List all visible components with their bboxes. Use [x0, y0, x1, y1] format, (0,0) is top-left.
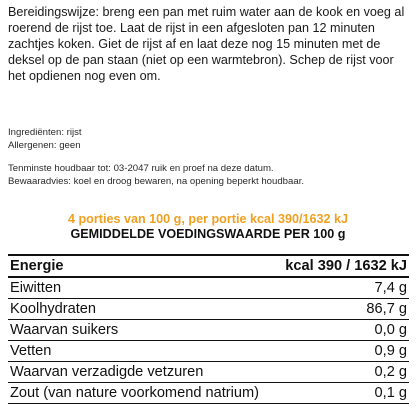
nutrition-row [8, 277, 409, 299]
storage-text: Bewaaradvies: koel en droog bewaren, na opening beperkt houdbaar. [8, 175, 305, 187]
nutrition-row [8, 299, 409, 320]
energy-label: Energie [8, 255, 276, 277]
nutrition-row-label: Waarvan verzadigde vetzuren [8, 362, 276, 383]
nutrition-row [8, 320, 409, 341]
preparation-text: Bereidingswijze: breng een pan met ruim water aan de kook en voeg al roerend de rijst toe. Laat de rijst in een afgesloten pan 12 minuten zachtjes koken. Giet de rijst af en laat deze nog 15 minuten met de deksel op de pan staan (niet op een warmtebron). Schep de rijst voor het opdienen nog even om. [8, 5, 405, 83]
best-before-text: Tenminste houdbaar tot: 03-2047 ruik en proef na deze datum. [8, 163, 274, 174]
nutrition-row [8, 362, 409, 383]
nutrition-row-value: 86,7 g [276, 299, 409, 320]
portion-line: 4 porties van 100 g, per portie kcal 390/1632 kJ [67, 212, 348, 226]
nutrition-row-label: Koolhydraten [8, 299, 276, 320]
nutrition-row-label: Vetten [8, 341, 276, 362]
nutrition-row-value: 7,4 g [276, 277, 409, 299]
portion-summary [0, 212, 416, 242]
nutrition-row [8, 341, 409, 362]
nutrition-header-row [8, 255, 409, 277]
nutrition-row-label: Waarvan suikers [8, 320, 276, 341]
nutrition-row-label: Zout (van nature voorkomend natrium) [8, 383, 276, 404]
nutrition-table [8, 254, 409, 404]
energy-value: kcal 390 / 1632 kJ [276, 255, 409, 277]
nutrition-table-title: GEMIDDELDE VOEDINGSWAARDE PER 100 g [70, 227, 346, 241]
nutrition-row-label: Eiwitten [8, 277, 276, 299]
nutrition-row-value: 0,9 g [276, 341, 409, 362]
ingredients-text: Ingrediënten: rijst [8, 127, 82, 138]
nutrition-row [8, 383, 409, 404]
nutrition-row-value: 0,1 g [276, 383, 409, 404]
nutrition-row-value: 0,2 g [276, 362, 409, 383]
allergens-text: Allergenen: geen [8, 139, 81, 151]
storage-block [8, 163, 412, 188]
ingredients-block [8, 127, 412, 152]
nutrition-row-value: 0,0 g [276, 320, 409, 341]
